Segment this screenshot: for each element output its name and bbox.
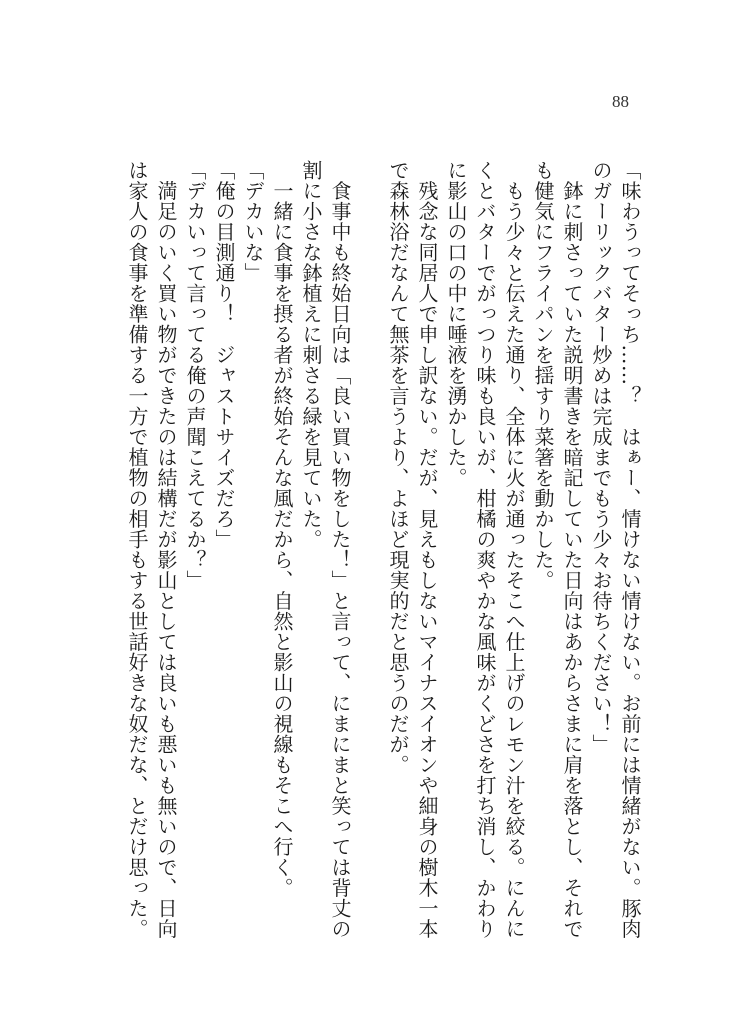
dialogue-line: 「デカいな」: [241, 160, 265, 283]
blank-line: [354, 160, 383, 940]
paragraph: 残念な同居人で申し訳ない。だが、見えもしないマイナスイオンや細身の樹木一本で森林浴だなんて無茶を言うより、よほど現実的だと思うのだが。: [386, 160, 439, 939]
body-text: [84, 160, 644, 940]
paragraph: 「味わうってそっち……？ はぁー、情けない情けない。お前には情緒がない。豚肉のガーリックバター炒めは完成までもう少々お待ちください！」: [589, 160, 642, 939]
paragraph: 満足のいく買い物ができたのは結構だが影山としては良いも悪いも無いので、日向は家人の食事を準備する一方で植物の相手もする世話好きな奴だな、とだけ思った。: [125, 160, 178, 939]
dialogue-line: 「俺の目測通り！ ジャストサイズだろ」: [212, 160, 236, 550]
paragraph: 一緒に食事を摂る者が終始そんな風だから、自然と影山の視線もそこへ行く。: [270, 160, 294, 898]
dialogue-line: 「デカいって言ってる俺の声聞こえてるか？」: [183, 160, 207, 591]
paragraph: 鉢に刺さっていた説明書きを暗記していた日向はあからさまに肩を落とし、それでも健気にフライパンを揺すり菜箸を動かした。: [531, 160, 584, 939]
paragraph: もう少々と伝えた通り、全体に火が通ったそこへ仕上げのレモン汁を絞る。にんにくとバターでがっつり味も良いが、柑橘の爽やかな風味がくどさを打ち消し、かわりに影山の口の中に唾液を湧かした。: [444, 160, 526, 939]
paragraph: 食事中も終始日向は「良い買い物をした！」と言って、にまにまと笑っては背丈の割に小さな鉢植えに刺さる緑を見ていた。: [299, 160, 352, 939]
page-number: 88: [612, 92, 629, 111]
